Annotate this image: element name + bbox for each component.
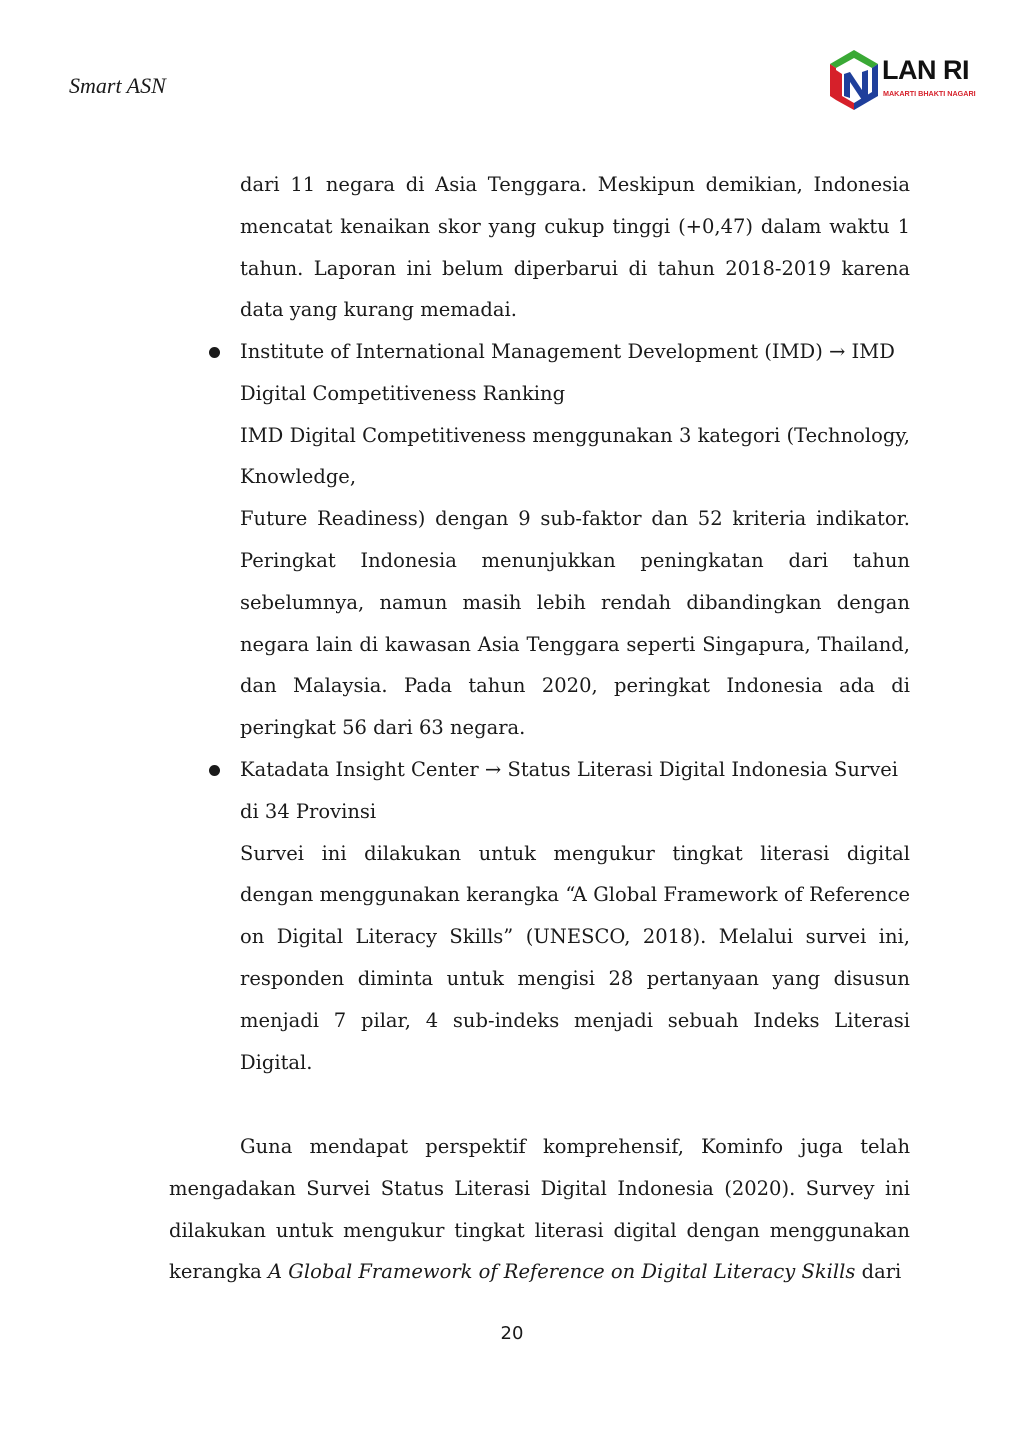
closing-text-before: Guna mendapat perspektif komprehensif, Kominfo juga telah mengadakan Survei Status Literasi Digital Indonesia (2020). Survey ini dilakukan untuk mengukur tingkat literasi digital dengan menggunakan kerangka: [169, 1135, 910, 1284]
bullet-item-imd: [240, 331, 910, 749]
bullet-item-katadata: [240, 749, 910, 1083]
logo-tagline: MAKARTI BHAKTI NAGARI: [883, 89, 976, 98]
bullet-paragraph: Survei ini dilakukan untuk mengukur tingkat literasi digital dengan menggunakan kerangka “A Global Framework of Reference on Digital Literacy Skills” (UNESCO, 2018). Melalui survei ini, responden diminta untuk mengisi 28 pertanyaan yang disusun menjadi 7 pilar, 4 sub-indeks menjadi sebuah Indeks Literasi Digital.: [240, 841, 910, 1074]
bullet-paragraph: IMD Digital Competitiveness menggunakan 3 kategori (Technology, Knowledge,: [240, 423, 910, 489]
continuation-text: dari 11 negara di Asia Tenggara. Meskipun demikian, Indonesia mencatat kenaikan skor yang cukup tinggi (+0,47) dalam waktu 1 tahun. Laporan ini belum diperbarui di tahun 2018-2019 karena data yang kurang memadai.: [240, 173, 910, 322]
bullet-paragraph: Future Readiness) dengan 9 sub-faktor dan 52 kriteria indikator. Peringkat Indonesia menunjukkan peningkatan dari tahun sebelumnya, namun masih lebih rendah dibandingkan dengan negara lain di kawasan Asia Tenggara seperti Singapura, Thailand, dan Malaysia. Pada tahun 2020, peringkat Indonesia ada di peringkat 56 dari 63 negara.: [240, 507, 910, 740]
closing-text-italic: A Global Framework of Reference on Digital Literacy Skills: [268, 1260, 856, 1284]
bullet-heading: Institute of International Management Development (IMD) → IMD Digital Competitiveness Ranking: [240, 340, 895, 405]
page-number: 20: [500, 1323, 524, 1344]
lan-ri-logo: [828, 48, 983, 114]
bullet-icon: [209, 347, 220, 358]
bullet-heading: Katadata Insight Center → Status Literasi Digital Indonesia Survei di 34 Provinsi: [240, 758, 899, 823]
running-header-title: Smart ASN: [69, 73, 166, 98]
logo-text: LAN RI: [882, 55, 969, 85]
lan-ri-logo-icon: [828, 48, 880, 112]
closing-paragraph: [169, 1126, 910, 1293]
closing-text-after: dari: [855, 1260, 902, 1284]
continuation-paragraph: [240, 164, 910, 331]
bullet-icon: [209, 765, 220, 776]
